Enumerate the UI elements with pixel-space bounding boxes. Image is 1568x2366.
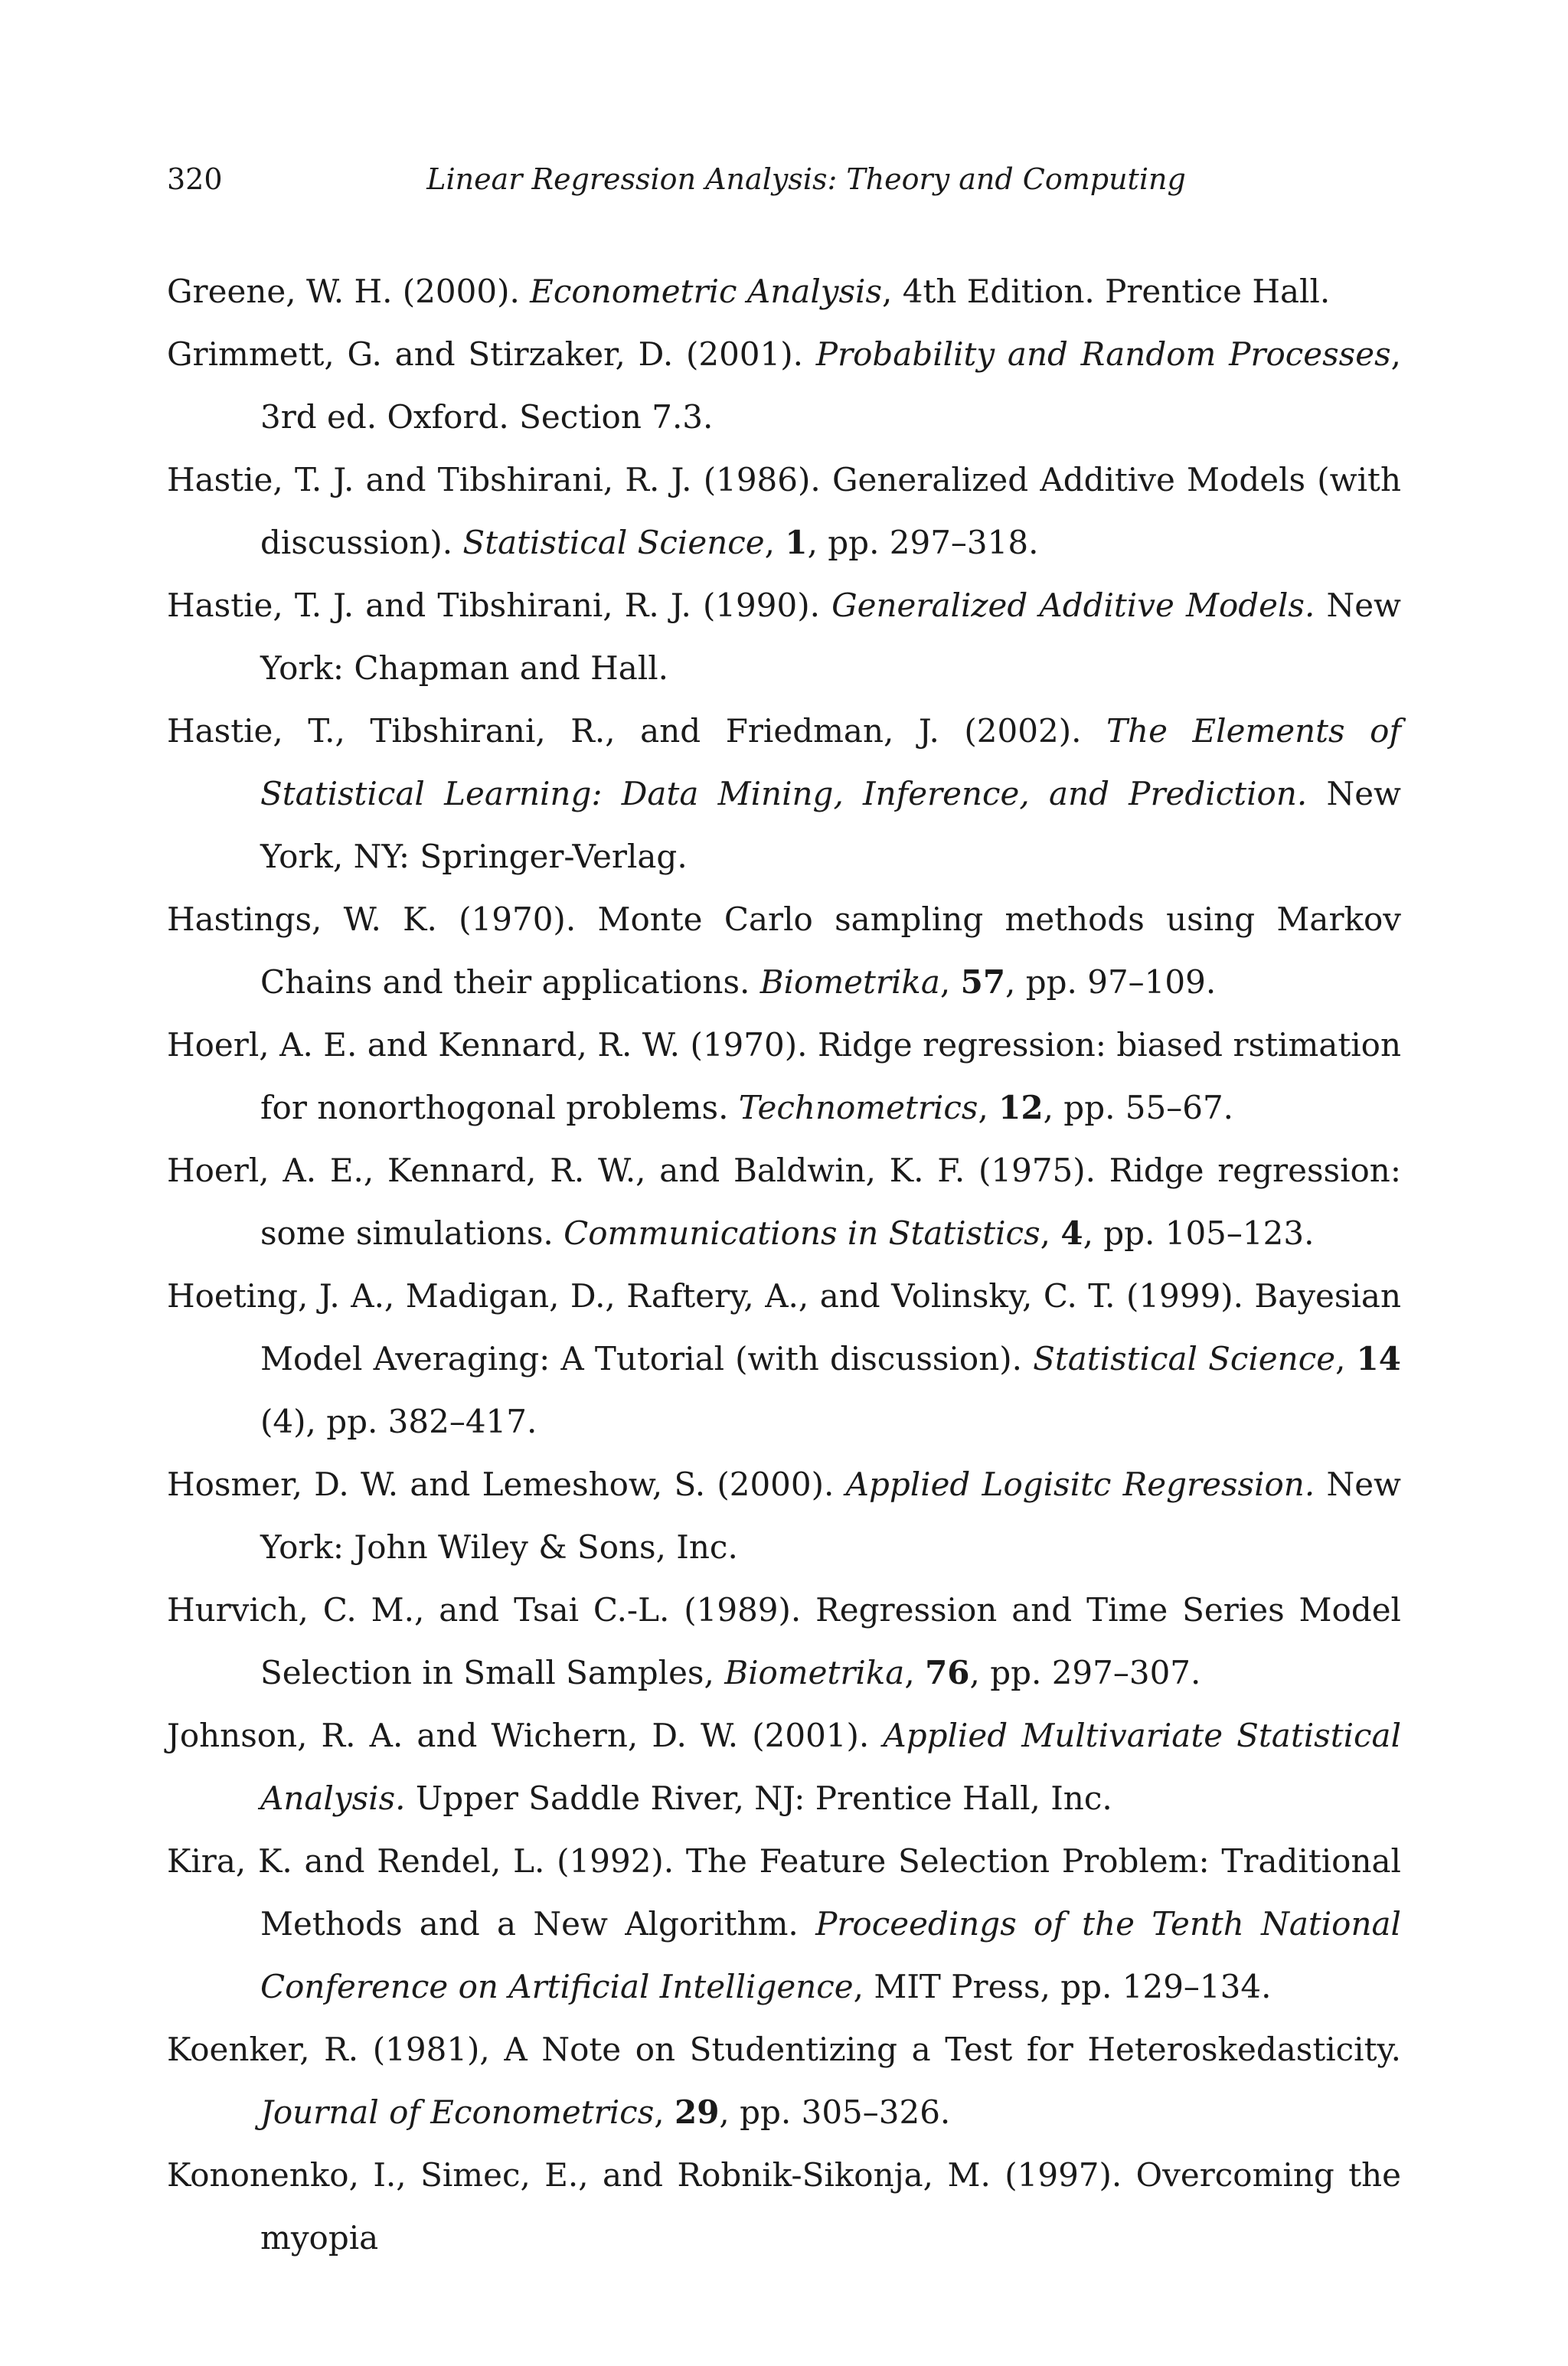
reference-item bbox=[167, 2144, 1401, 2270]
reference-authors: Hastie, T., Tibshirani, R., and Friedman, J. (2002). bbox=[167, 712, 1082, 750]
reference-item bbox=[167, 1704, 1401, 1830]
reference-volume: 12 bbox=[998, 1089, 1044, 1126]
reference-authors: Hoerl, A. E. and Kennard, R. W. (1970). Ridge regression: biased rstimation for nonorthogonal problems. bbox=[167, 1026, 1401, 1126]
reference-volume: 29 bbox=[674, 2093, 720, 2131]
reference-journal: Communications in Statistics bbox=[564, 1214, 1040, 1252]
reference-item bbox=[167, 1830, 1401, 2018]
reference-title: Econometric Analysis bbox=[530, 273, 883, 310]
reference-details: , 4th Edition. Prentice Hall. bbox=[882, 273, 1331, 310]
reference-volume: 57 bbox=[960, 963, 1006, 1001]
reference-pages: , pp. 55–67. bbox=[1043, 1089, 1234, 1126]
reference-pages: (4), pp. 382–417. bbox=[260, 1403, 537, 1440]
reference-item bbox=[167, 700, 1401, 888]
reference-journal: Technometrics bbox=[738, 1089, 978, 1126]
reference-authors: Koenker, R. (1981), A Note on Studentizing a Test for Heteroskedasticity. bbox=[167, 2031, 1401, 2068]
reference-pages: , pp. 297–307. bbox=[969, 1654, 1201, 1691]
reference-authors: Hurvich, C. M., and Tsai C.-L. (1989). Regression and Time Series Model Selection in Small Samples, bbox=[167, 1591, 1401, 1691]
reference-authors: Hosmer, D. W. and Lemeshow, S. (2000). bbox=[167, 1466, 835, 1503]
reference-item: Koenker, R. (1981), A Note on Studentizing a Test for Heteroskedasticity. Journal of Econometrics, 29, pp. 305–326. bbox=[167, 2031, 1401, 2131]
reference-journal: Biometrika bbox=[760, 963, 940, 1001]
reference-list bbox=[167, 260, 1401, 2270]
reference-authors: Kira, K. and Rendel, L. (1992). The Feature Selection Problem: Traditional Methods and a New Algorithm. bbox=[167, 1842, 1401, 1943]
reference-pages: , pp. 305–326. bbox=[719, 2093, 951, 2131]
reference-title: Probability and Random Processes bbox=[815, 335, 1391, 373]
page-number: 320 bbox=[167, 162, 223, 196]
running-title: Linear Regression Analysis: Theory and Computing bbox=[426, 162, 1186, 196]
reference-item: Hoerl, A. E., Kennard, R. W., and Baldwin, K. F. (1975). Ridge regression: some simulations. Communications in Statistics, 4, pp. 105–123. bbox=[167, 1152, 1401, 1252]
reference-details: , 3rd ed. Oxford. Section 7.3. bbox=[260, 335, 1402, 436]
reference-title: Applied Multivariate Statistical Analysis. bbox=[260, 1717, 1402, 1817]
reference-item: Hoerl, A. E. and Kennard, R. W. (1970). Ridge regression: biased rstimation for nonorthogonal problems. Technometrics, 12, pp. 55–67. bbox=[167, 1026, 1401, 1126]
reference-journal: Journal of Econometrics bbox=[260, 2093, 655, 2131]
reference-details: New York, NY: Springer-Verlag. bbox=[260, 775, 1401, 875]
reference-authors: Hoeting, J. A., Madigan, D., Raftery, A., and Volinsky, C. T. (1999). Bayesian Model Averaging: A Tutorial (with discussion). bbox=[167, 1277, 1401, 1377]
reference-title: Proceedings of the Tenth National Conference on Artificial Intelligence bbox=[260, 1905, 1401, 2005]
reference-title: The Elements of Statistical Learning: Data Mining, Inference, and Prediction. bbox=[260, 712, 1402, 812]
reference-journal: Statistical Science bbox=[462, 524, 765, 561]
reference-pages: , pp. 97–109. bbox=[1005, 963, 1217, 1001]
reference-item bbox=[167, 260, 1401, 323]
reference-volume: 14 bbox=[1356, 1340, 1401, 1377]
reference-title: Generalized Additive Models. bbox=[831, 587, 1315, 624]
reference-item bbox=[167, 574, 1401, 700]
reference-item: Hastie, T. J. and Tibshirani, R. J. (1986). Generalized Additive Models (with discussion). Statistical Science, 1, pp. 297–318. bbox=[167, 461, 1401, 561]
reference-details: , MIT Press, pp. 129–134. bbox=[853, 1968, 1272, 2005]
reference-details: New York: Chapman and Hall. bbox=[260, 587, 1401, 687]
reference-details: New York: John Wiley & Sons, Inc. bbox=[260, 1466, 1401, 1566]
reference-authors: Hastie, T. J. and Tibshirani, R. J. (1990). bbox=[167, 587, 820, 624]
reference-item bbox=[167, 1453, 1401, 1579]
reference-item: Hurvich, C. M., and Tsai C.-L. (1989). Regression and Time Series Model Selection in Small Samples, Biometrika, 76, pp. 297–307. bbox=[167, 1591, 1401, 1691]
reference-authors: Hastings, W. K. (1970). Monte Carlo sampling methods using Markov Chains and their applications. bbox=[167, 900, 1401, 1001]
reference-volume: 76 bbox=[925, 1654, 970, 1691]
reference-authors: Hoerl, A. E., Kennard, R. W., and Baldwin, K. F. (1975). Ridge regression: some simulations. bbox=[167, 1152, 1401, 1252]
reference-details: Upper Saddle River, NJ: Prentice Hall, Inc. bbox=[405, 1779, 1112, 1817]
reference-item bbox=[167, 323, 1401, 449]
reference-pages: , pp. 105–123. bbox=[1083, 1214, 1315, 1252]
reference-journal: Statistical Science bbox=[1033, 1340, 1336, 1377]
reference-item: Hastings, W. K. (1970). Monte Carlo sampling methods using Markov Chains and their applications. Biometrika, 57, pp. 97–109. bbox=[167, 900, 1401, 1001]
page-header bbox=[167, 156, 1401, 202]
reference-journal: Biometrika bbox=[724, 1654, 905, 1691]
reference-pages: , pp. 297–318. bbox=[807, 524, 1039, 561]
reference-authors: Kononenko, I., Simec, E., and Robnik-Sikonja, M. (1997). Overcoming the myopia bbox=[167, 2156, 1401, 2257]
reference-authors: Johnson, R. A. and Wichern, D. W. (2001). bbox=[167, 1717, 870, 1754]
reference-authors: Grimmett, G. and Stirzaker, D. (2001). bbox=[167, 335, 803, 373]
reference-item: Hoeting, J. A., Madigan, D., Raftery, A., and Volinsky, C. T. (1999). Bayesian Model Averaging: A Tutorial (with discussion). Statistical Science, 14 (4), pp. 382–417. bbox=[167, 1277, 1401, 1440]
reference-volume: 1 bbox=[785, 524, 808, 561]
reference-volume: 4 bbox=[1060, 1214, 1083, 1252]
reference-title: Applied Logisitc Regression. bbox=[845, 1466, 1315, 1503]
reference-authors: Hastie, T. J. and Tibshirani, R. J. (1986). Generalized Additive Models (with discussion). bbox=[167, 461, 1401, 561]
reference-authors: Greene, W. H. (2000). bbox=[167, 273, 520, 310]
